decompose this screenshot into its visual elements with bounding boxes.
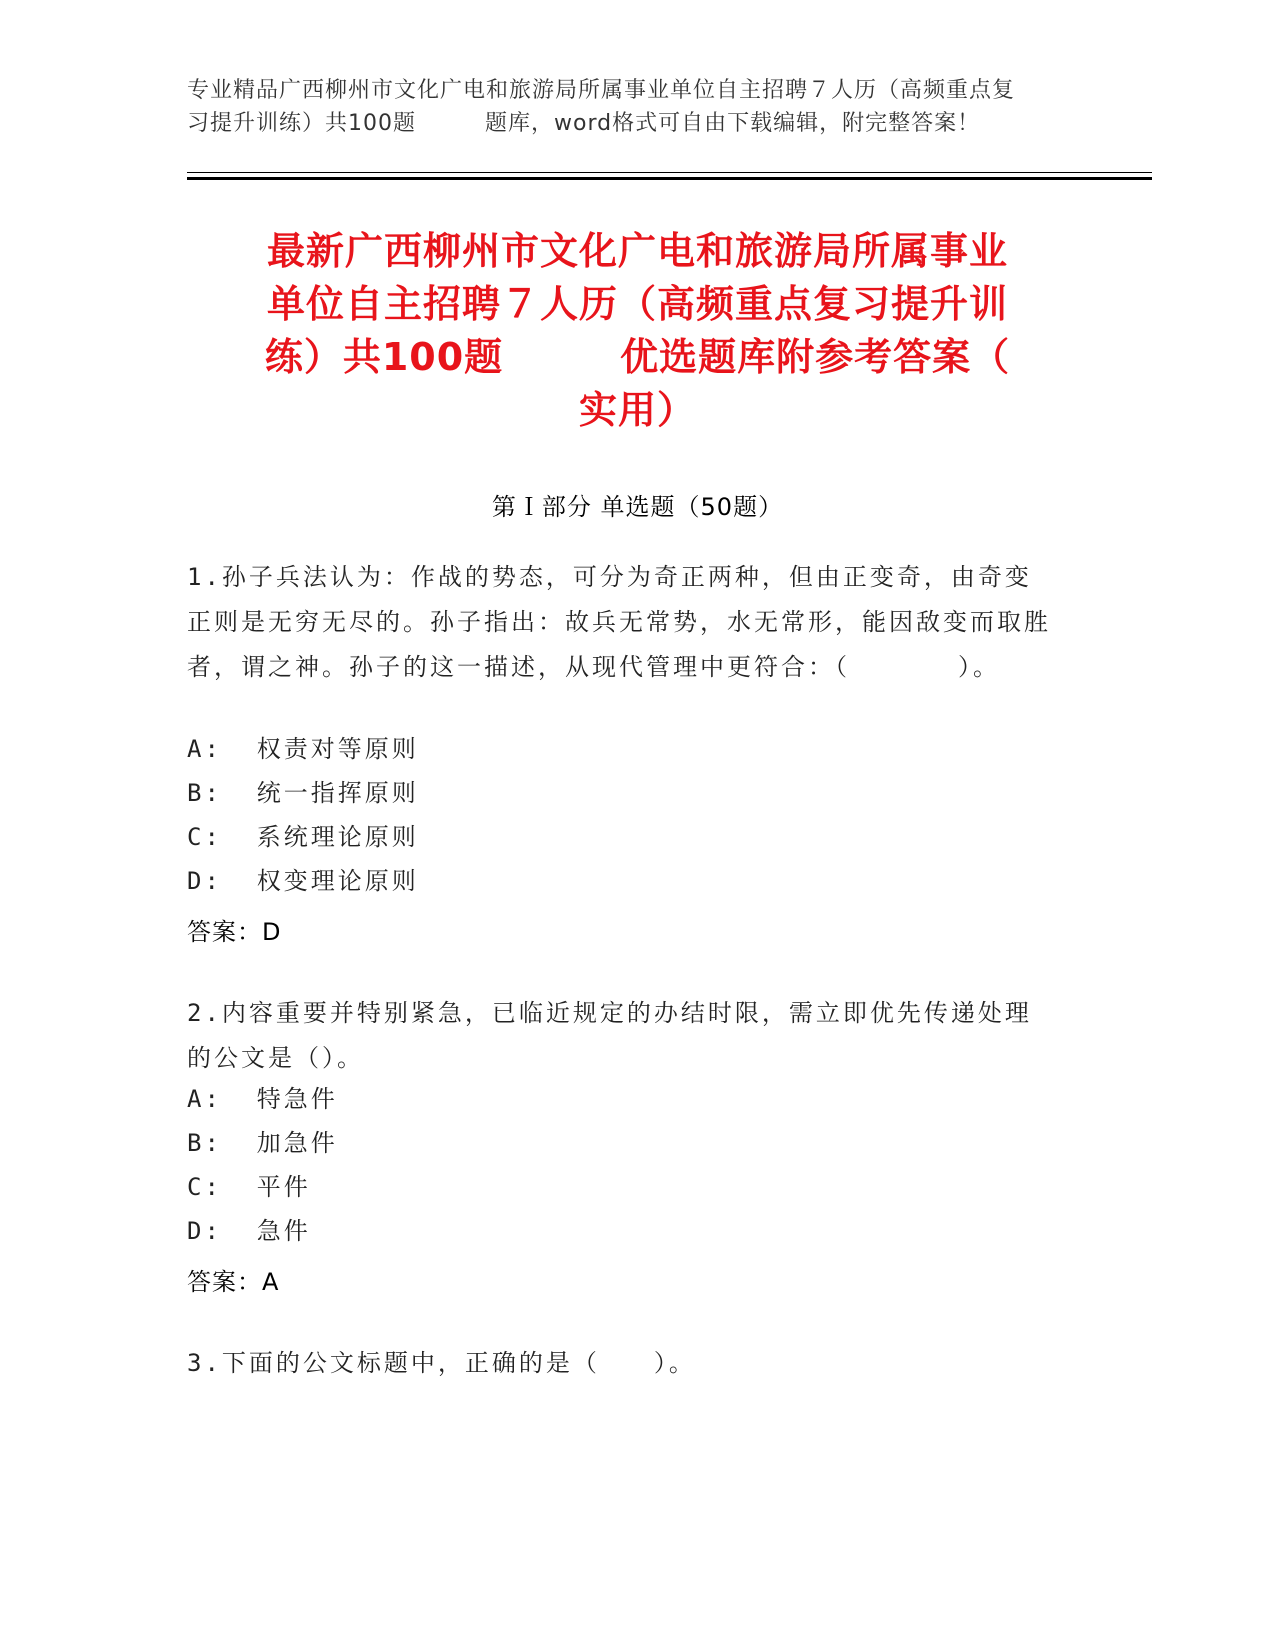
question-2-option-b: B: 加急件	[187, 1129, 338, 1157]
question-2-option-c: C: 平件	[187, 1173, 311, 1201]
question-1-option-d: D: 权变理论原则	[187, 867, 419, 895]
title-line-2: 单位自主招聘７人历（高频重点复习提升训	[266, 282, 1008, 326]
question-3-stem: 3.下面的公文标题中，正确的是（ ）。	[187, 1349, 696, 1377]
question-1-option-c: C: 系统理论原则	[187, 823, 419, 851]
question-1-stem: 1.孙子兵法认为：作战的势态，可分为奇正两种，但由正变奇，由奇变正则是无穷无尽的。孙子指出：故兵无常势，水无常形，能因敌变而取胜者，谓之神。孙子的这一描述，从现代管理中更符合：（ ）。	[187, 563, 1051, 681]
header-note	[187, 74, 1087, 140]
header-note-line-2: 习提升训练）共100题 题库，word格式可自由下载编辑，附完整答案！	[187, 111, 981, 136]
section-heading: 第Ｉ部分 单选题（50题）	[491, 493, 784, 521]
title-line-3: 练）共100题 优选题库附参考答案（	[264, 335, 1011, 379]
question-2-answer: 答案：A	[187, 1268, 280, 1296]
question-1-answer: 答案：D	[187, 918, 282, 946]
question-1-option-a: A: 权责对等原则	[187, 735, 419, 763]
header-divider-thin	[187, 172, 1152, 173]
header-note-line-1: 专业精品广西柳州市文化广电和旅游局所属事业单位自主招聘７人历（高频重点复	[187, 78, 1016, 103]
header-divider-thick	[187, 177, 1152, 180]
question-2-stem: 2.内容重要并特别紧急，已临近规定的办结时限，需立即优先传递处理的公文是（）。	[187, 999, 1032, 1072]
title-line-4: 实用）	[578, 388, 696, 432]
question-2-option-a: A: 特急件	[187, 1085, 338, 1113]
title-line-1: 最新广西柳州市文化广电和旅游局所属事业	[266, 229, 1008, 273]
document-title	[190, 225, 1085, 437]
question-2-option-d: D: 急件	[187, 1217, 311, 1245]
question-1-option-b: B: 统一指挥原则	[187, 779, 419, 807]
